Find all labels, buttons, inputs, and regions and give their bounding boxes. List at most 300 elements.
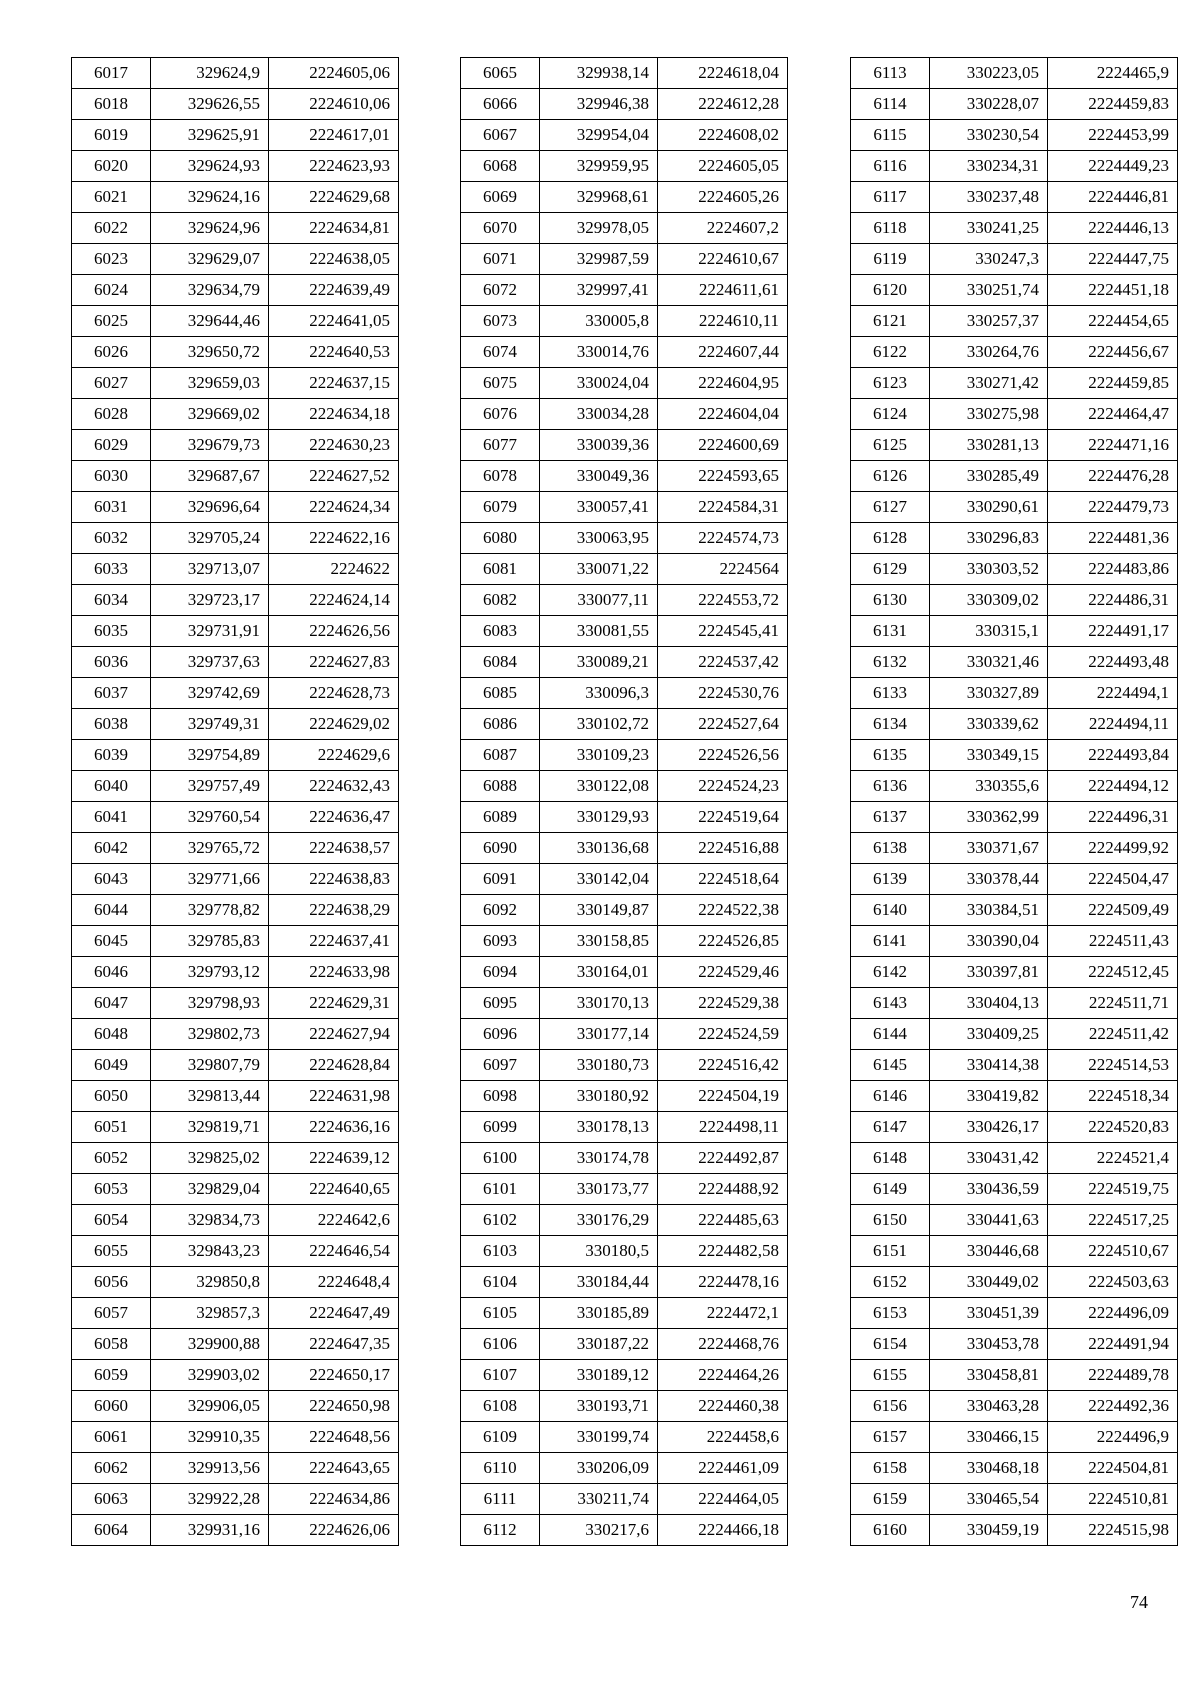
y-coordinate-cell: 2224492,87: [658, 1143, 788, 1174]
table-row: [851, 213, 1178, 244]
point-number-cell: 6075: [461, 368, 540, 399]
x-coordinate-cell: 330136,68: [540, 833, 658, 864]
x-coordinate-cell: 329634,79: [151, 275, 269, 306]
table-row: [851, 430, 1178, 461]
coordinates-table-2: [460, 57, 788, 1546]
point-number-cell: 6110: [461, 1453, 540, 1484]
table-row: [851, 368, 1178, 399]
table-row: [461, 585, 788, 616]
x-coordinate-cell: 330390,04: [930, 926, 1048, 957]
y-coordinate-cell: 2224605,05: [658, 151, 788, 182]
y-coordinate-cell: 2224627,94: [269, 1019, 399, 1050]
y-coordinate-cell: 2224481,36: [1048, 523, 1178, 554]
point-number-cell: 6017: [72, 58, 151, 89]
y-coordinate-cell: 2224465,9: [1048, 58, 1178, 89]
table-row: [851, 1236, 1178, 1267]
table-row: [461, 1329, 788, 1360]
table-row: [461, 1174, 788, 1205]
y-coordinate-cell: 2224626,56: [269, 616, 399, 647]
x-coordinate-cell: 330431,42: [930, 1143, 1048, 1174]
y-coordinate-cell: 2224638,57: [269, 833, 399, 864]
point-number-cell: 6151: [851, 1236, 930, 1267]
y-coordinate-cell: 2224622: [269, 554, 399, 585]
x-coordinate-cell: 330063,95: [540, 523, 658, 554]
x-coordinate-cell: 329807,79: [151, 1050, 269, 1081]
table-row: [851, 771, 1178, 802]
point-number-cell: 6052: [72, 1143, 151, 1174]
y-coordinate-cell: 2224639,49: [269, 275, 399, 306]
table-row: [851, 1081, 1178, 1112]
x-coordinate-cell: 330081,55: [540, 616, 658, 647]
point-number-cell: 6093: [461, 926, 540, 957]
y-coordinate-cell: 2224499,92: [1048, 833, 1178, 864]
point-number-cell: 6156: [851, 1391, 930, 1422]
table-row: [851, 988, 1178, 1019]
table-row: [851, 523, 1178, 554]
x-coordinate-cell: 329922,28: [151, 1484, 269, 1515]
table-row: [461, 1267, 788, 1298]
table-row: [851, 1174, 1178, 1205]
y-coordinate-cell: 2224496,31: [1048, 802, 1178, 833]
point-number-cell: 6059: [72, 1360, 151, 1391]
y-coordinate-cell: 2224459,85: [1048, 368, 1178, 399]
table-row: [851, 1515, 1178, 1546]
y-coordinate-cell: 2224617,01: [269, 120, 399, 151]
x-coordinate-cell: 330241,25: [930, 213, 1048, 244]
y-coordinate-cell: 2224627,52: [269, 461, 399, 492]
point-number-cell: 6080: [461, 523, 540, 554]
table-row: [72, 585, 399, 616]
point-number-cell: 6098: [461, 1081, 540, 1112]
y-coordinate-cell: 2224610,11: [658, 306, 788, 337]
x-coordinate-cell: 329731,91: [151, 616, 269, 647]
table-row: [851, 1019, 1178, 1050]
table-row: [851, 1143, 1178, 1174]
x-coordinate-cell: 330309,02: [930, 585, 1048, 616]
table-row: [851, 585, 1178, 616]
x-coordinate-cell: 330441,63: [930, 1205, 1048, 1236]
point-number-cell: 6149: [851, 1174, 930, 1205]
y-coordinate-cell: 2224498,11: [658, 1112, 788, 1143]
point-number-cell: 6051: [72, 1112, 151, 1143]
x-coordinate-cell: 329834,73: [151, 1205, 269, 1236]
y-coordinate-cell: 2224488,92: [658, 1174, 788, 1205]
point-number-cell: 6126: [851, 461, 930, 492]
table-row: [72, 1174, 399, 1205]
y-coordinate-cell: 2224526,56: [658, 740, 788, 771]
table-row: [851, 337, 1178, 368]
y-coordinate-cell: 2224553,72: [658, 585, 788, 616]
x-coordinate-cell: 329813,44: [151, 1081, 269, 1112]
y-coordinate-cell: 2224482,58: [658, 1236, 788, 1267]
table-row: [461, 864, 788, 895]
y-coordinate-cell: 2224479,73: [1048, 492, 1178, 523]
x-coordinate-cell: 330275,98: [930, 399, 1048, 430]
point-number-cell: 6117: [851, 182, 930, 213]
table-row: [72, 864, 399, 895]
x-coordinate-cell: 330039,36: [540, 430, 658, 461]
x-coordinate-cell: 330362,99: [930, 802, 1048, 833]
table-row: [461, 244, 788, 275]
table-row: [851, 1391, 1178, 1422]
y-coordinate-cell: 2224622,16: [269, 523, 399, 554]
table-row: [72, 895, 399, 926]
table-row: [72, 678, 399, 709]
point-number-cell: 6086: [461, 709, 540, 740]
point-number-cell: 6058: [72, 1329, 151, 1360]
y-coordinate-cell: 2224647,49: [269, 1298, 399, 1329]
y-coordinate-cell: 2224483,86: [1048, 554, 1178, 585]
table-row: [851, 709, 1178, 740]
x-coordinate-cell: 330005,8: [540, 306, 658, 337]
table-row: [461, 1422, 788, 1453]
x-coordinate-cell: 330185,89: [540, 1298, 658, 1329]
table-row: [461, 554, 788, 585]
x-coordinate-cell: 329757,49: [151, 771, 269, 802]
point-number-cell: 6046: [72, 957, 151, 988]
y-coordinate-cell: 2224604,04: [658, 399, 788, 430]
x-coordinate-cell: 330449,02: [930, 1267, 1048, 1298]
point-number-cell: 6132: [851, 647, 930, 678]
x-coordinate-cell: 329913,56: [151, 1453, 269, 1484]
y-coordinate-cell: 2224524,59: [658, 1019, 788, 1050]
x-coordinate-cell: 330057,41: [540, 492, 658, 523]
table-row: [461, 1081, 788, 1112]
table-row: [72, 1205, 399, 1236]
table-row: [851, 647, 1178, 678]
point-number-cell: 6121: [851, 306, 930, 337]
point-number-cell: 6113: [851, 58, 930, 89]
point-number-cell: 6031: [72, 492, 151, 523]
x-coordinate-cell: 330178,13: [540, 1112, 658, 1143]
table-row: [851, 1050, 1178, 1081]
table-row: [72, 957, 399, 988]
y-coordinate-cell: 2224605,06: [269, 58, 399, 89]
y-coordinate-cell: 2224629,31: [269, 988, 399, 1019]
y-coordinate-cell: 2224636,47: [269, 802, 399, 833]
point-number-cell: 6124: [851, 399, 930, 430]
x-coordinate-cell: 329696,64: [151, 492, 269, 523]
table-row: [461, 1205, 788, 1236]
y-coordinate-cell: 2224634,18: [269, 399, 399, 430]
table-row: [461, 182, 788, 213]
x-coordinate-cell: 330149,87: [540, 895, 658, 926]
x-coordinate-cell: 329624,16: [151, 182, 269, 213]
point-number-cell: 6089: [461, 802, 540, 833]
y-coordinate-cell: 2224612,28: [658, 89, 788, 120]
x-coordinate-cell: 330180,92: [540, 1081, 658, 1112]
y-coordinate-cell: 2224627,83: [269, 647, 399, 678]
point-number-cell: 6141: [851, 926, 930, 957]
point-number-cell: 6159: [851, 1484, 930, 1515]
point-number-cell: 6040: [72, 771, 151, 802]
point-number-cell: 6133: [851, 678, 930, 709]
point-number-cell: 6096: [461, 1019, 540, 1050]
table-row: [72, 988, 399, 1019]
y-coordinate-cell: 2224604,95: [658, 368, 788, 399]
table-row: [851, 616, 1178, 647]
x-coordinate-cell: 330247,3: [930, 244, 1048, 275]
point-number-cell: 6111: [461, 1484, 540, 1515]
point-number-cell: 6116: [851, 151, 930, 182]
point-number-cell: 6055: [72, 1236, 151, 1267]
table-row: [72, 1360, 399, 1391]
point-number-cell: 6032: [72, 523, 151, 554]
x-coordinate-cell: 329946,38: [540, 89, 658, 120]
x-coordinate-cell: 330158,85: [540, 926, 658, 957]
x-coordinate-cell: 330426,17: [930, 1112, 1048, 1143]
x-coordinate-cell: 330397,81: [930, 957, 1048, 988]
table-row: [72, 709, 399, 740]
x-coordinate-cell: 330251,74: [930, 275, 1048, 306]
x-coordinate-cell: 330237,48: [930, 182, 1048, 213]
point-number-cell: 6041: [72, 802, 151, 833]
table-row: [72, 368, 399, 399]
point-number-cell: 6135: [851, 740, 930, 771]
y-coordinate-cell: 2224607,44: [658, 337, 788, 368]
table-row: [851, 461, 1178, 492]
table-row: [851, 802, 1178, 833]
table-row: [72, 182, 399, 213]
point-number-cell: 6047: [72, 988, 151, 1019]
table-row: [461, 58, 788, 89]
x-coordinate-cell: 330014,76: [540, 337, 658, 368]
x-coordinate-cell: 330164,01: [540, 957, 658, 988]
table-row: [72, 1329, 399, 1360]
point-number-cell: 6146: [851, 1081, 930, 1112]
y-coordinate-cell: 2224518,34: [1048, 1081, 1178, 1112]
point-number-cell: 6099: [461, 1112, 540, 1143]
x-coordinate-cell: 330211,74: [540, 1484, 658, 1515]
table-row: [851, 1298, 1178, 1329]
y-coordinate-cell: 2224638,29: [269, 895, 399, 926]
point-number-cell: 6108: [461, 1391, 540, 1422]
table-row: [851, 151, 1178, 182]
table-row: [461, 833, 788, 864]
x-coordinate-cell: 329737,63: [151, 647, 269, 678]
x-coordinate-cell: 330285,49: [930, 461, 1048, 492]
x-coordinate-cell: 329669,02: [151, 399, 269, 430]
x-coordinate-cell: 329802,73: [151, 1019, 269, 1050]
y-coordinate-cell: 2224485,63: [658, 1205, 788, 1236]
table-row: [851, 58, 1178, 89]
table-row: [72, 306, 399, 337]
table-row: [851, 1112, 1178, 1143]
y-coordinate-cell: 2224633,98: [269, 957, 399, 988]
y-coordinate-cell: 2224447,75: [1048, 244, 1178, 275]
table-row: [461, 337, 788, 368]
y-coordinate-cell: 2224459,83: [1048, 89, 1178, 120]
x-coordinate-cell: 330339,62: [930, 709, 1048, 740]
table-row: [461, 1515, 788, 1546]
y-coordinate-cell: 2224632,43: [269, 771, 399, 802]
x-coordinate-cell: 330257,37: [930, 306, 1048, 337]
point-number-cell: 6076: [461, 399, 540, 430]
y-coordinate-cell: 2224493,84: [1048, 740, 1178, 771]
point-number-cell: 6018: [72, 89, 151, 120]
point-number-cell: 6106: [461, 1329, 540, 1360]
table-row: [72, 151, 399, 182]
x-coordinate-cell: 329629,07: [151, 244, 269, 275]
y-coordinate-cell: 2224451,18: [1048, 275, 1178, 306]
x-coordinate-cell: 330184,44: [540, 1267, 658, 1298]
table-row: [72, 1391, 399, 1422]
x-coordinate-cell: 330451,39: [930, 1298, 1048, 1329]
x-coordinate-cell: 330187,22: [540, 1329, 658, 1360]
table-row: [72, 1422, 399, 1453]
y-coordinate-cell: 2224529,38: [658, 988, 788, 1019]
x-coordinate-cell: 329829,04: [151, 1174, 269, 1205]
point-number-cell: 6153: [851, 1298, 930, 1329]
table-row: [72, 554, 399, 585]
y-coordinate-cell: 2224637,41: [269, 926, 399, 957]
y-coordinate-cell: 2224504,81: [1048, 1453, 1178, 1484]
point-number-cell: 6074: [461, 337, 540, 368]
point-number-cell: 6122: [851, 337, 930, 368]
point-number-cell: 6053: [72, 1174, 151, 1205]
y-coordinate-cell: 2224574,73: [658, 523, 788, 554]
table-row: [461, 1391, 788, 1422]
x-coordinate-cell: 329687,67: [151, 461, 269, 492]
point-number-cell: 6073: [461, 306, 540, 337]
x-coordinate-cell: 329843,23: [151, 1236, 269, 1267]
x-coordinate-cell: 330446,68: [930, 1236, 1048, 1267]
table-row: [461, 988, 788, 1019]
x-coordinate-cell: 329626,55: [151, 89, 269, 120]
point-number-cell: 6022: [72, 213, 151, 244]
table-row: [851, 244, 1178, 275]
y-coordinate-cell: 2224509,49: [1048, 895, 1178, 926]
point-number-cell: 6147: [851, 1112, 930, 1143]
table-row: [461, 802, 788, 833]
point-number-cell: 6145: [851, 1050, 930, 1081]
table-row: [461, 647, 788, 678]
point-number-cell: 6048: [72, 1019, 151, 1050]
y-coordinate-cell: 2224593,65: [658, 461, 788, 492]
y-coordinate-cell: 2224472,1: [658, 1298, 788, 1329]
x-coordinate-cell: 329771,66: [151, 864, 269, 895]
point-number-cell: 6105: [461, 1298, 540, 1329]
x-coordinate-cell: 329650,72: [151, 337, 269, 368]
point-number-cell: 6157: [851, 1422, 930, 1453]
table-row: [461, 709, 788, 740]
y-coordinate-cell: 2224607,2: [658, 213, 788, 244]
point-number-cell: 6026: [72, 337, 151, 368]
table-row: [72, 647, 399, 678]
point-number-cell: 6158: [851, 1453, 930, 1484]
x-coordinate-cell: 329910,35: [151, 1422, 269, 1453]
y-coordinate-cell: 2224492,36: [1048, 1391, 1178, 1422]
y-coordinate-cell: 2224643,65: [269, 1453, 399, 1484]
y-coordinate-cell: 2224637,15: [269, 368, 399, 399]
x-coordinate-cell: 329793,12: [151, 957, 269, 988]
x-coordinate-cell: 329987,59: [540, 244, 658, 275]
y-coordinate-cell: 2224446,81: [1048, 182, 1178, 213]
table-row: [851, 1360, 1178, 1391]
table-row: [72, 1298, 399, 1329]
y-coordinate-cell: 2224626,06: [269, 1515, 399, 1546]
x-coordinate-cell: 329850,8: [151, 1267, 269, 1298]
table-row: [461, 926, 788, 957]
table-row: [461, 771, 788, 802]
point-number-cell: 6045: [72, 926, 151, 957]
x-coordinate-cell: 329625,91: [151, 120, 269, 151]
y-coordinate-cell: 2224510,81: [1048, 1484, 1178, 1515]
x-coordinate-cell: 330271,42: [930, 368, 1048, 399]
point-number-cell: 6078: [461, 461, 540, 492]
y-coordinate-cell: 2224466,18: [658, 1515, 788, 1546]
point-number-cell: 6027: [72, 368, 151, 399]
point-number-cell: 6043: [72, 864, 151, 895]
x-coordinate-cell: 329819,71: [151, 1112, 269, 1143]
point-number-cell: 6034: [72, 585, 151, 616]
y-coordinate-cell: 2224618,04: [658, 58, 788, 89]
x-coordinate-cell: 330176,29: [540, 1205, 658, 1236]
point-number-cell: 6131: [851, 616, 930, 647]
y-coordinate-cell: 2224456,67: [1048, 337, 1178, 368]
y-coordinate-cell: 2224496,09: [1048, 1298, 1178, 1329]
x-coordinate-cell: 330384,51: [930, 895, 1048, 926]
table-row: [461, 523, 788, 554]
point-number-cell: 6140: [851, 895, 930, 926]
point-number-cell: 6050: [72, 1081, 151, 1112]
point-number-cell: 6024: [72, 275, 151, 306]
table-row: [72, 1019, 399, 1050]
table-row: [72, 430, 399, 461]
y-coordinate-cell: 2224494,11: [1048, 709, 1178, 740]
y-coordinate-cell: 2224494,1: [1048, 678, 1178, 709]
table-row: [461, 368, 788, 399]
table-row: [72, 461, 399, 492]
table-row: [461, 120, 788, 151]
y-coordinate-cell: 2224461,09: [658, 1453, 788, 1484]
point-number-cell: 6097: [461, 1050, 540, 1081]
x-coordinate-cell: 330296,83: [930, 523, 1048, 554]
point-number-cell: 6103: [461, 1236, 540, 1267]
y-coordinate-cell: 2224464,47: [1048, 399, 1178, 430]
table-row: [72, 740, 399, 771]
table-row: [461, 1298, 788, 1329]
table-row: [461, 1050, 788, 1081]
x-coordinate-cell: 330049,36: [540, 461, 658, 492]
y-coordinate-cell: 2224639,12: [269, 1143, 399, 1174]
x-coordinate-cell: 329968,61: [540, 182, 658, 213]
point-number-cell: 6128: [851, 523, 930, 554]
x-coordinate-cell: 329825,02: [151, 1143, 269, 1174]
y-coordinate-cell: 2224610,06: [269, 89, 399, 120]
y-coordinate-cell: 2224493,48: [1048, 647, 1178, 678]
x-coordinate-cell: 329624,96: [151, 213, 269, 244]
point-number-cell: 6060: [72, 1391, 151, 1422]
table-row: [851, 1267, 1178, 1298]
point-number-cell: 6112: [461, 1515, 540, 1546]
point-number-cell: 6061: [72, 1422, 151, 1453]
y-coordinate-cell: 2224468,76: [658, 1329, 788, 1360]
point-number-cell: 6056: [72, 1267, 151, 1298]
table-row: [851, 740, 1178, 771]
y-coordinate-cell: 2224623,93: [269, 151, 399, 182]
y-coordinate-cell: 2224608,02: [658, 120, 788, 151]
point-number-cell: 6081: [461, 554, 540, 585]
y-coordinate-cell: 2224624,34: [269, 492, 399, 523]
point-number-cell: 6102: [461, 1205, 540, 1236]
y-coordinate-cell: 2224629,6: [269, 740, 399, 771]
y-coordinate-cell: 2224478,16: [658, 1267, 788, 1298]
y-coordinate-cell: 2224642,6: [269, 1205, 399, 1236]
table-row: [851, 89, 1178, 120]
point-number-cell: 6142: [851, 957, 930, 988]
y-coordinate-cell: 2224491,94: [1048, 1329, 1178, 1360]
